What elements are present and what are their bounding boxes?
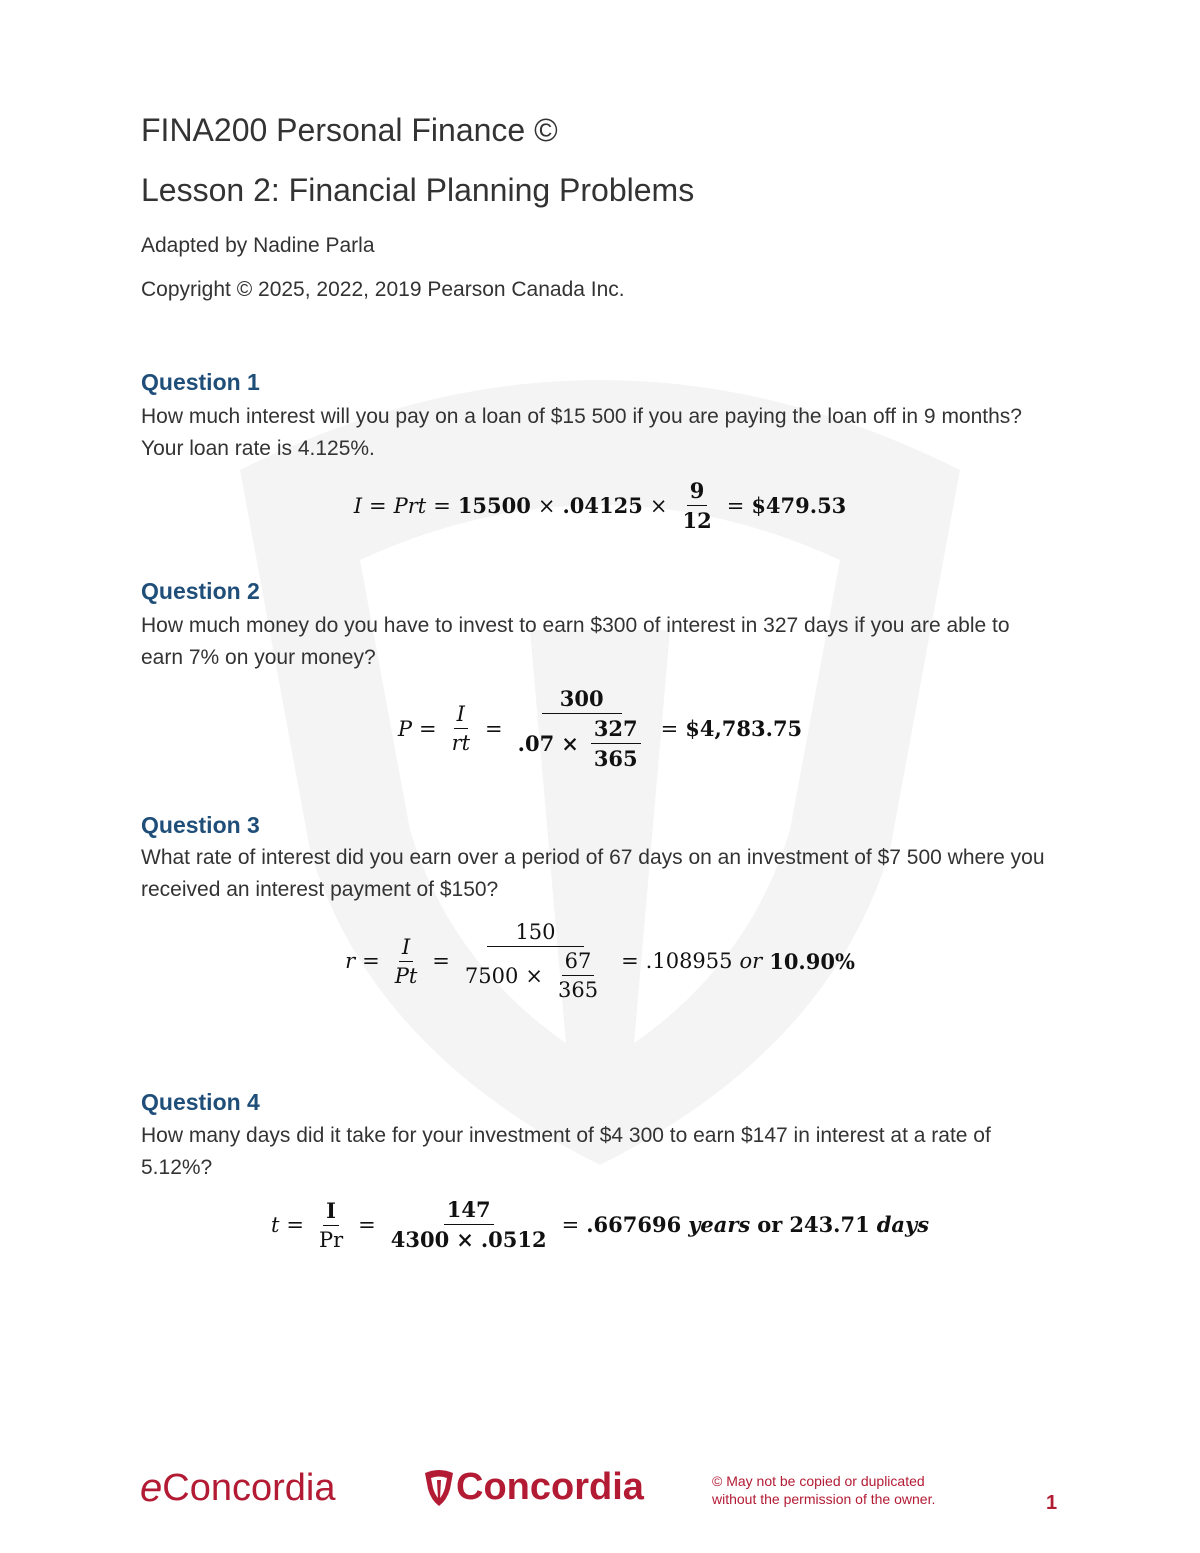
eq-numerator: 67 xyxy=(562,949,595,976)
eq-fraction xyxy=(392,935,421,988)
eq-symbol: r xyxy=(345,949,356,973)
eq-fraction xyxy=(515,686,649,771)
eq-value: 7500 xyxy=(464,963,519,988)
question-2-equation xyxy=(0,686,1200,771)
question-3-heading: Question 3 xyxy=(141,812,260,838)
eq-numerator: 147 xyxy=(444,1197,494,1225)
econcordia-logo xyxy=(140,1466,335,1511)
copyright-line: Copyright © 2025, 2022, 2019 Pearson Canada Inc. xyxy=(141,278,625,301)
question-3-equation xyxy=(0,920,1200,1002)
eq-symbol: I xyxy=(353,493,362,518)
eq-operator: = xyxy=(485,716,503,741)
copy-notice xyxy=(712,1472,935,1508)
eq-fraction xyxy=(555,949,601,1002)
question-1-heading: Question 1 xyxy=(141,369,260,395)
eq-word: days xyxy=(876,1212,930,1237)
eq-formula: Prt xyxy=(393,493,427,518)
eq-value: .108955 xyxy=(645,949,733,973)
eq-operator: = xyxy=(358,1212,376,1237)
eq-word: or xyxy=(757,1212,783,1237)
eq-numerator: I xyxy=(399,935,413,962)
eq-operator: × xyxy=(537,493,556,518)
eq-operator: × xyxy=(561,731,579,756)
eq-operator: = xyxy=(660,716,679,741)
question-4-equation xyxy=(0,1197,1200,1252)
eq-numerator: 327 xyxy=(591,716,641,744)
question-1-text: How much interest will you pay on a loan of $15 500 if you are paying the loan off in 9 months? Your loan rate is 4.125%. xyxy=(141,405,1022,460)
econcordia-logo-prefix: e xyxy=(140,1466,163,1510)
eq-operator: = xyxy=(418,716,437,741)
question-2-text: How much money do you have to invest to earn $300 of interest in 327 days if you are able to earn 7% on your money? xyxy=(141,614,1010,669)
eq-value: 4300 xyxy=(390,1227,450,1252)
eq-operator: = xyxy=(561,1212,580,1237)
eq-fraction xyxy=(388,1197,550,1252)
eq-operator: = xyxy=(362,949,380,973)
eq-denominator: 365 xyxy=(593,746,638,771)
page-number: 1 xyxy=(1046,1492,1058,1514)
question-4-heading: Question 4 xyxy=(141,1089,260,1115)
eq-operator: = xyxy=(621,949,639,973)
eq-denominator: Pt xyxy=(394,963,418,988)
eq-operator: = xyxy=(726,493,745,518)
concordia-logo-text: Concordia xyxy=(456,1466,644,1508)
eq-operator: = xyxy=(286,1212,304,1237)
eq-numerator: 150 xyxy=(487,920,583,947)
eq-operator: = xyxy=(432,949,450,973)
eq-fraction xyxy=(449,702,473,755)
concordia-shield-icon xyxy=(424,1469,454,1507)
lesson-title: Lesson 2: Financial Planning Problems xyxy=(141,172,695,208)
eq-result: $4,783.75 xyxy=(685,716,803,741)
eq-denominator: 12 xyxy=(682,508,712,533)
eq-result: $479.53 xyxy=(751,493,847,518)
eq-operator: × xyxy=(525,963,543,988)
copy-notice-line-1: © May not be copied or duplicated xyxy=(712,1473,925,1489)
question-1-equation xyxy=(0,478,1200,533)
eq-fraction xyxy=(462,920,609,1002)
question-2-heading: Question 2 xyxy=(141,578,260,604)
eq-word: or xyxy=(739,949,763,973)
eq-denominator xyxy=(462,947,609,1002)
eq-value: 15500 xyxy=(457,493,531,518)
eq-denominator: Pr xyxy=(319,1227,344,1252)
eq-denominator: rt xyxy=(451,731,471,755)
eq-fraction xyxy=(591,716,641,771)
eq-result: 243.71 xyxy=(789,1212,870,1237)
econcordia-logo-text: Concordia xyxy=(162,1467,336,1509)
eq-operator: = xyxy=(368,493,387,518)
eq-denominator: 365 xyxy=(557,978,599,1002)
eq-value: .667696 xyxy=(586,1212,682,1237)
eq-numerator: I xyxy=(323,1198,339,1226)
question-4-text: How many days did it take for your investment of $4 300 to earn $147 in interest at a rate of 5.12%? xyxy=(141,1124,991,1179)
eq-symbol: t xyxy=(270,1212,280,1237)
eq-result: 10.90% xyxy=(769,948,855,974)
eq-symbol: P xyxy=(397,716,412,741)
course-title: FINA200 Personal Finance © xyxy=(141,112,558,148)
adapted-by: Adapted by Nadine Parla xyxy=(141,234,375,257)
eq-operator: = xyxy=(433,493,451,518)
eq-numerator: I xyxy=(454,702,468,729)
eq-fraction xyxy=(316,1198,346,1252)
eq-operator: × xyxy=(649,493,668,518)
eq-numerator: 9 xyxy=(687,478,708,506)
question-3-text: What rate of interest did you earn over a period of 67 days on an investment of $7 500 where you received an interest payment of $150? xyxy=(141,846,1045,901)
eq-value: .07 xyxy=(517,731,555,756)
eq-denominator xyxy=(388,1225,550,1252)
eq-word: years xyxy=(688,1212,751,1237)
copy-notice-line-2: without the permission of the owner. xyxy=(712,1491,936,1507)
eq-fraction xyxy=(679,478,714,533)
eq-value: .0512 xyxy=(480,1227,547,1252)
eq-operator: × xyxy=(456,1227,474,1252)
concordia-logo xyxy=(424,1466,644,1509)
eq-numerator: 300 xyxy=(542,686,622,714)
eq-value: .04125 xyxy=(562,493,643,518)
eq-denominator xyxy=(515,714,649,771)
